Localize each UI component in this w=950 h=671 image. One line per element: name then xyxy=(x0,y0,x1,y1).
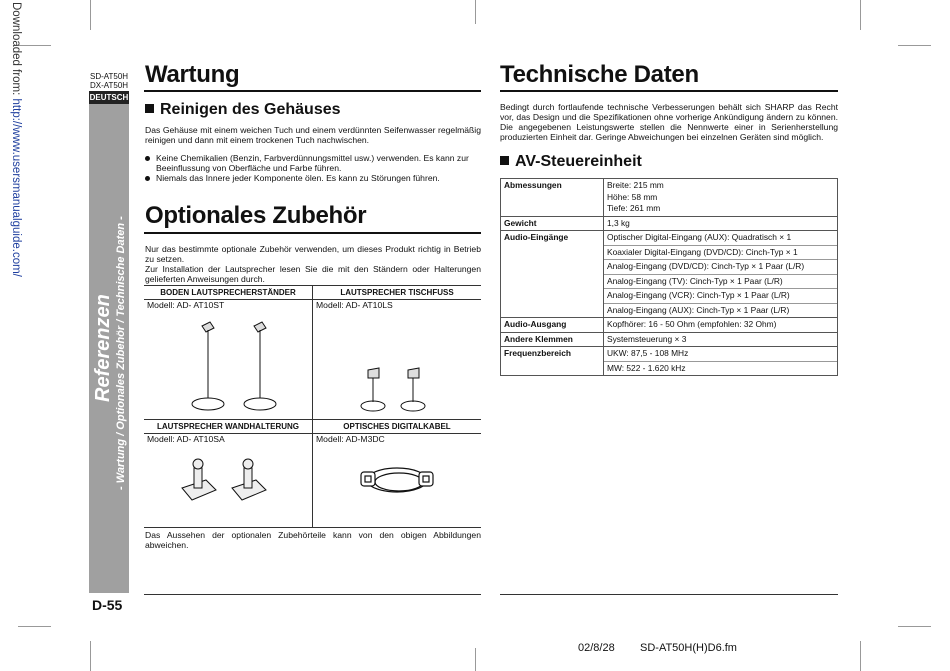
accessory-optical-cable xyxy=(313,420,481,527)
spec-value-line: Analog-Eingang (TV): Cinch-Typ × 1 Paar (L/R) xyxy=(604,274,837,289)
table-stand-icon xyxy=(313,312,481,417)
watermark-link[interactable]: http://www.usersmanualguide.com/ xyxy=(10,98,22,277)
table-row xyxy=(501,179,838,217)
language-tab: DEUTSCH xyxy=(89,93,129,102)
title-rule xyxy=(500,90,838,92)
spec-label: Frequenzbereich xyxy=(501,347,604,376)
accessory-model: Modell: AD- AT10ST xyxy=(147,300,225,310)
spec-value-line: Breite: 215 mm xyxy=(607,180,664,190)
title-rule xyxy=(144,232,481,234)
title-rule xyxy=(144,90,481,92)
bottom-rule xyxy=(500,594,838,595)
options-intro-2: Zur Installation der Lautsprecher lesen Sie die mit den Ständern oder Halterungen gelieferten Anweisungen durch. xyxy=(145,264,481,284)
accessory-heading: LAUTSPRECHER WANDHALTERUNG xyxy=(144,420,312,434)
table-row xyxy=(501,318,838,333)
spec-value xyxy=(604,231,838,318)
spec-value-line: Analog-Eingang (AUX): Cinch-Typ × 1 Paar (L/R) xyxy=(604,303,837,318)
accessory-table-stand xyxy=(313,286,481,419)
crop-mark xyxy=(860,641,861,671)
options-title: Optionales Zubehör xyxy=(145,202,367,229)
spec-label: Audio-Eingänge xyxy=(501,231,604,318)
header-models xyxy=(90,72,128,90)
clean-heading xyxy=(145,101,341,119)
spec-value-line: Analog-Eingang (VCR): Cinch-Typ × 1 Paar (L/R) xyxy=(604,288,837,303)
spec-value-line: 1,3 kg xyxy=(607,217,630,228)
square-bullet-icon xyxy=(500,156,509,165)
footer-file: SD-AT50H(H)D6.fm xyxy=(640,642,737,654)
crop-mark xyxy=(18,626,51,627)
crop-mark xyxy=(898,45,931,46)
clean-heading-text: Reinigen des Gehäuses xyxy=(160,101,341,118)
crop-mark xyxy=(90,0,91,30)
square-bullet-icon xyxy=(145,104,154,113)
spec-value-line: Kopfhörer: 16 - 50 Ohm (empfohlen: 32 Ohm) xyxy=(607,319,777,329)
options-intro-1: Nur das bestimmte optionale Zubehör verwenden, um dieses Produkt richtig in Betrieb zu setzen. xyxy=(145,244,481,264)
crop-mark xyxy=(860,0,861,30)
spec-label: Gewicht xyxy=(501,216,604,231)
accessory-grid xyxy=(144,285,481,528)
crop-mark xyxy=(18,45,51,46)
table-row xyxy=(501,216,838,231)
spec-value xyxy=(604,179,838,217)
clean-text: Das Gehäuse mit einem weichen Tuch und einem verdünnten Seifenwasser regelmäßig reinigen und dann mit einem trockenen Tuch nachwischen. xyxy=(145,125,481,145)
accessory-model: Modell: AD-M3DC xyxy=(316,434,385,444)
av-unit-heading xyxy=(500,153,642,171)
spec-value xyxy=(604,347,838,376)
optical-cable-icon xyxy=(313,446,481,526)
spec-value-line: Systemsteuerung × 3 xyxy=(607,333,687,344)
clean-bullets xyxy=(145,153,481,183)
floor-stand-icon xyxy=(144,312,312,417)
table-row xyxy=(501,347,838,376)
spec-value-line: Koaxialer Digital-Eingang (DVD/CD): Cinch-Typ × 1 xyxy=(604,245,837,260)
accessory-wall-bracket xyxy=(144,420,312,527)
specs-intro: Bedingt durch fortlaufende technische Verbesserungen behält sich SHARP das Recht vor, das Design und die Spezifikationen ohne vorherige Ankündigung ändern zu können. Die angegebenen Leistungswerte stellen die Nennwerte einer in Serienherstellung produzierten Einheit dar. Geringe Abweichungen bei einzelnen Geräten sind möglich. xyxy=(500,102,838,142)
crop-mark xyxy=(898,626,931,627)
spec-value-line: Tiefe: 261 mm xyxy=(607,203,661,213)
crop-mark xyxy=(475,648,476,671)
accessory-model: Modell: AD- AT10LS xyxy=(316,300,393,310)
accessory-heading: OPTISCHES DIGITALKABEL xyxy=(313,420,481,434)
spec-value-line: MW: 522 - 1.620 kHz xyxy=(604,361,837,376)
sidebar-subtitle: - Wartung / Optionales Zubehör / Technische Daten - xyxy=(115,216,127,490)
specs-table xyxy=(500,178,838,376)
table-row xyxy=(501,231,838,318)
wall-bracket-icon xyxy=(144,446,312,526)
spec-value xyxy=(604,332,838,347)
spec-value-line: Analog-Eingang (DVD/CD): Cinch-Typ × 1 Paar (L/R) xyxy=(604,259,837,274)
spec-value-line: Höhe: 58 mm xyxy=(607,191,658,202)
spec-value-line: Optischer Digital-Eingang (AUX): Quadratisch × 1 xyxy=(607,232,792,242)
bottom-rule xyxy=(144,594,481,595)
bullet-item: Keine Chemikalien (Benzin, Farbverdünnungsmittel usw.) verwenden. Es kann zur Beeinflussung von Oberfläche und Farbe führen. xyxy=(145,153,481,173)
accessory-heading: LAUTSPRECHER TISCHFUSS xyxy=(313,286,481,300)
sidebar-section-title: Referenzen xyxy=(92,294,114,402)
spec-label: Audio-Ausgang xyxy=(501,318,604,333)
crop-mark xyxy=(90,641,91,671)
bullet-item: Niemals das Innere jeder Komponente ölen. Es kann zu Störungen führen. xyxy=(145,173,481,183)
footer-date: 02/8/28 xyxy=(578,642,615,654)
spec-label: Andere Klemmen xyxy=(501,332,604,347)
av-unit-heading-text: AV-Steuereinheit xyxy=(515,153,642,170)
model-name: DX-AT50H xyxy=(90,81,129,90)
model-name: SD-AT50H xyxy=(90,72,129,81)
crop-mark xyxy=(475,0,476,24)
table-row xyxy=(501,332,838,347)
maintenance-title: Wartung xyxy=(145,61,240,88)
download-watermark xyxy=(8,2,22,292)
accessory-floor-stand xyxy=(144,286,312,419)
options-note: Das Aussehen der optionalen Zubehörteile kann von den obigen Abbildungen abweichen. xyxy=(145,530,481,550)
specs-title: Technische Daten xyxy=(500,61,699,88)
spec-value-line: UKW: 87,5 - 108 MHz xyxy=(607,348,689,358)
spec-value xyxy=(604,318,838,333)
accessory-heading: BODEN LAUTSPRECHERSTÄNDER xyxy=(144,286,312,300)
spec-value xyxy=(604,216,838,231)
accessory-model: Modell: AD- AT10SA xyxy=(147,434,225,444)
spec-label: Abmessungen xyxy=(501,179,604,217)
watermark-prefix: Downloaded from: xyxy=(10,2,22,99)
options-intro xyxy=(145,244,481,284)
page-number: D-55 xyxy=(92,597,123,613)
